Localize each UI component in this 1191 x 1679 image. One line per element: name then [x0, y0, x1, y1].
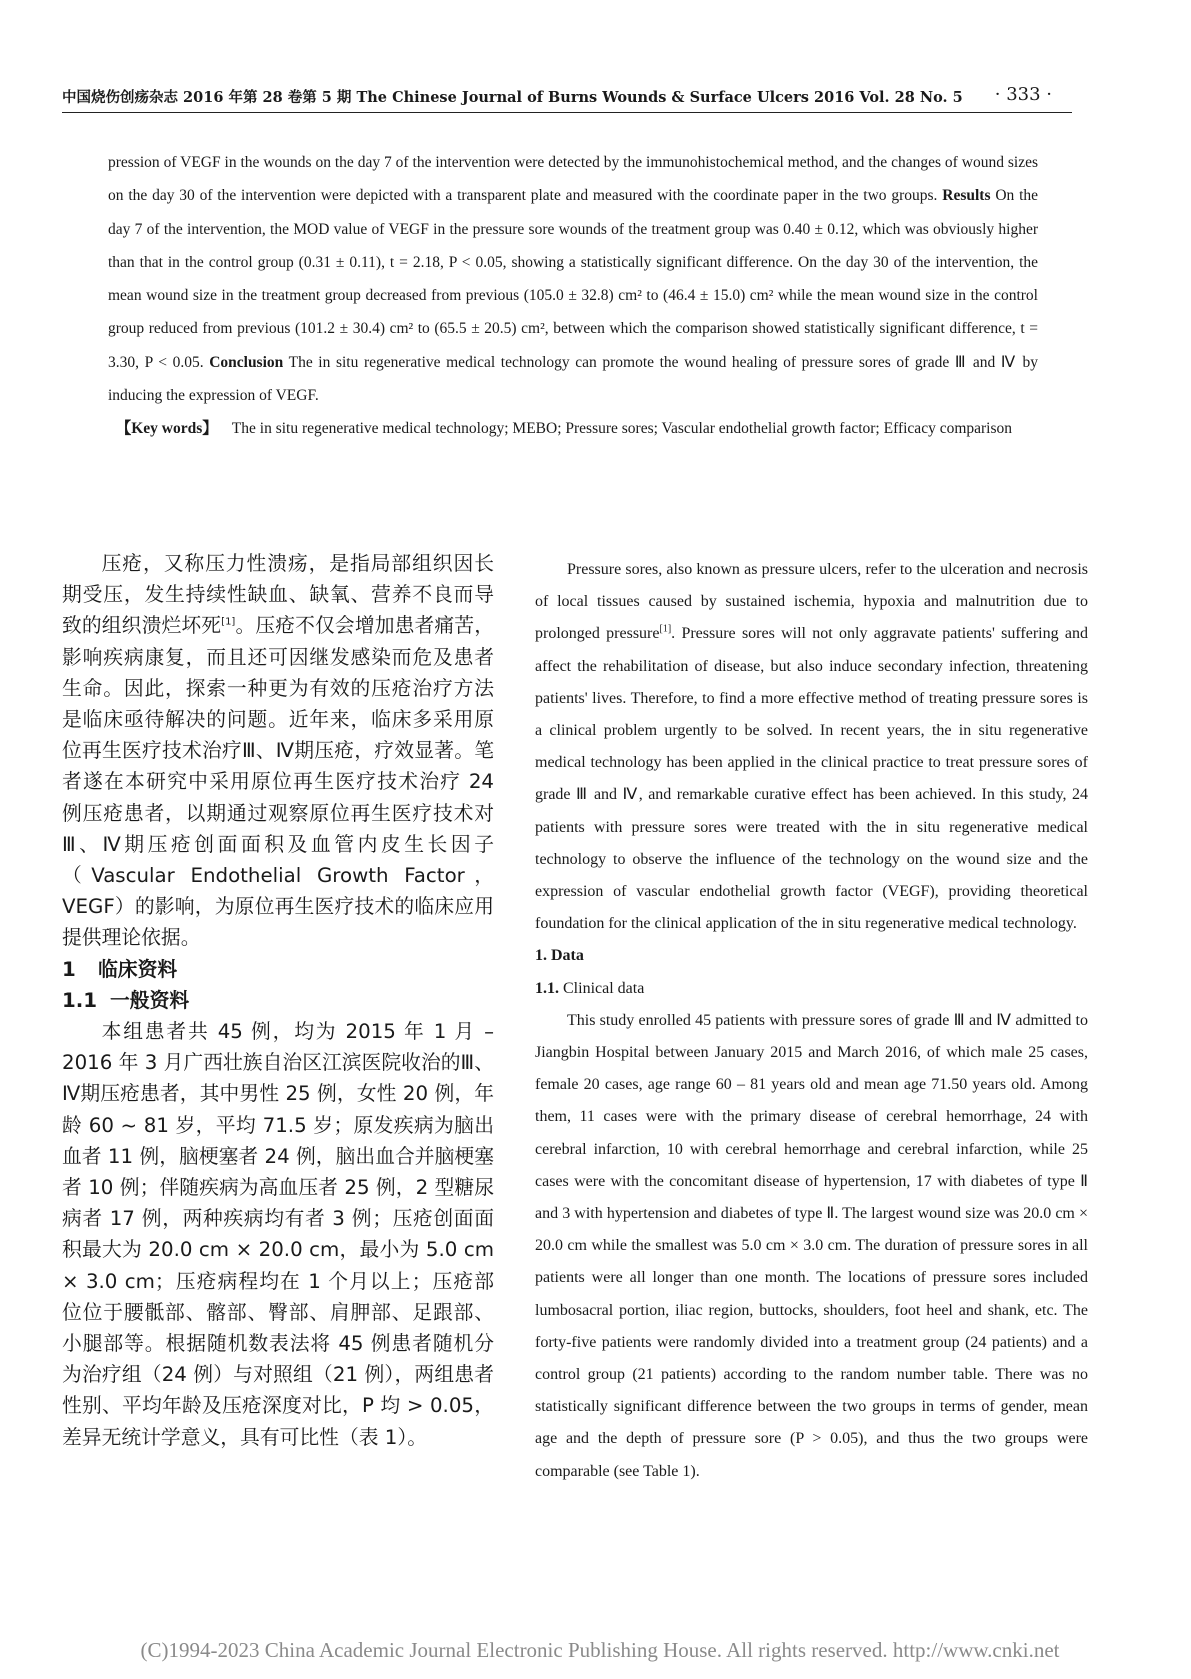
citation-ref: [1]	[659, 624, 672, 636]
abstract-paragraph: pression of VEGF in the wounds on the day 7 of the intervention were detected by the immunohistochemical method, and the changes of wound sizes on the day 30 of the intervention were depicted with a transparent plate and measured with the coordinate paper in the two groups. Results On the day 7 of the intervention, the MOD value of VEGF in the pressure sore wounds of the treatment group was 0.40 ± 0.12, which was obviously higher than that in the control group (0.31 ± 0.11), t = 2.18, P < 0.05, showing a statistically significant difference. On the day 30 of the intervention, the mean wound size in the treatment group decreased from previous (105.0 ± 32.8) cm² to (46.4 ± 15.0) cm² while the mean wound size in the control group reduced from previous (101.2 ± 30.4) cm² to (65.5 ± 20.5) cm², between which the comparison showed statistically significant difference, t = 3.30, P < 0.05. Conclusion The in situ regenerative medical technology can promote the wound healing of pressure sores of grade Ⅲ and Ⅳ by inducing the expression of VEGF.	[108, 154, 1039, 405]
intro-paragraph-zh: 压疮，又称压力性溃疡，是指局部组织因长期受压，发生持续性缺血、缺氧、营养不良而导致的组织溃烂坏死[1]。压疮不仅会增加患者痛苦，影响疾病康复，而且还可因继发感染而危及患者生命。因此，探索一种更为有效的压疮治疗方法是临床亟待解决的问题。近年来，临床多采用原位再生医疗技术治疗Ⅲ、Ⅳ期压疮，疗效显著。笔者遂在本研究中采用原位再生医疗技术治疗 24 例压疮患者，以期通过观察原位再生医疗技术对Ⅲ、Ⅳ期压疮创面面积及血管内皮生长因子（Vascular Endothelial Growth Factor，VEGF）的影响，为原位再生医疗技术的临床应用提供理论依据。	[62, 552, 494, 950]
results-label: Results	[942, 187, 991, 205]
page-number: · 333 ·	[994, 84, 1052, 105]
copyright-footer: (C)1994-2023 China Academic Journal Electronic Publishing House. All rights reserved. http://www.cnki.net	[140, 1638, 1060, 1662]
section-heading-zh: 1 临床资料	[62, 957, 178, 981]
chinese-body-column	[62, 548, 494, 1453]
subsection-heading-zh: 1.1 一般资料	[62, 988, 190, 1012]
keywords	[108, 412, 1038, 445]
english-body-column	[535, 554, 1088, 1488]
citation-ref: [1]	[221, 616, 236, 628]
subsection-heading-en: 1.1. Clinical data	[535, 979, 645, 997]
running-header	[62, 86, 1072, 113]
keywords-text: The in situ regenerative medical technology; MEBO; Pressure sores; Vascular endothelial growth factor; Efficacy comparison	[231, 420, 1013, 438]
data-paragraph-en: This study enrolled 45 patients with pressure sores of grade Ⅲ and Ⅳ admitted to Jiangbin Hospital between January 2015 and March 2016, of which male 25 cases, female 20 cases, age range 60 – 81 years old and mean age 71.50 years old. Among them, 11 cases were with the primary disease of cerebral hemorrhage, 24 with cerebral infarction, 10 with cerebral hemorrhage and cerebral infarction, while 25 cases were with the concomitant disease of hypertension, 17 with diabetes of type Ⅱ and 3 with hypertension and diabetes of type Ⅱ. The largest wound size was 20.0 cm × 20.0 cm while the smallest was 5.0 cm × 3.0 cm. The duration of pressure sores in all patients were all longer than one month. The locations of pressure sores included lumbosacral portion, iliac region, buttocks, shoulders, foot heel and shank, etc. The forty-five patients were randomly divided into a treatment group (24 patients) and a control group (21 patients) according to the random number table. There was no statistically significant difference between the two groups in terms of gender, mean age and the depth of pressure sore (P > 0.05), and thus the two groups were comparable (see Table 1).	[535, 1011, 1088, 1480]
intro-paragraph-en: Pressure sores, also known as pressure ulcers, refer to the ulceration and necrosis of local tissues caused by sustained ischemia, hypoxia and malnutrition due to prolonged pressure[1]. Pressure sores will not only aggravate patients' suffering and affect the rehabilitation of disease, but also induce secondary infection, threatening patients' lives. Therefore, to find a more effective method of treating pressure sores is a clinical problem urgently to be solved. In recent years, the in situ regenerative medical technology has been applied in the clinical practice to treat pressure sores of grade Ⅲ and Ⅳ, and remarkable curative effect has been achieved. In this study, 24 patients with pressure sores were treated with the in situ regenerative medical technology to observe the influence of the technology on the wound size and the expression of vascular endothelial growth factor (VEGF), providing theoretical foundation for the clinical application of the in situ regenerative medical technology.	[535, 561, 1089, 933]
keywords-label: 【Key words】	[115, 420, 218, 438]
conclusion-label: Conclusion	[209, 353, 284, 371]
section-heading-en: 1. Data	[535, 947, 584, 965]
journal-citation: 中国烧伤创疡杂志 2016 年第 28 卷第 5 期 The Chinese Journal of Burns Wounds & Surface Ulcers 2016 Vol. 28 No. 5	[62, 89, 963, 106]
data-paragraph-zh: 本组患者共 45 例，均为 2015 年 1 月 – 2016 年 3 月广西壮族自治区江滨医院收治的Ⅲ、Ⅳ期压疮患者，其中男性 25 例，女性 20 例，年龄 60 ~ 81 岁，平均 71.5 岁；原发疾病为脑出血者 11 例，脑梗塞者 24 例，脑出血合并脑梗塞者 10 例；伴随疾病为高血压者 25 例，2 型糖尿病者 17 例，两种疾病均有者 3 例；压疮创面面积最大为 20.0 cm × 20.0 cm，最小为 5.0 cm × 3.0 cm；压疮病程均在 1 个月以上；压疮部位位于腰骶部、髂部、臀部、肩胛部、足跟部、小腿部等。根据随机数表法将 45 例患者随机分为治疗组（24 例）与对照组（21 例），两组患者性别、平均年龄及压疮深度对比，P 均 > 0.05，差异无统计学意义，具有可比性（表 1）。	[62, 1020, 494, 1449]
english-abstract	[108, 146, 1038, 446]
